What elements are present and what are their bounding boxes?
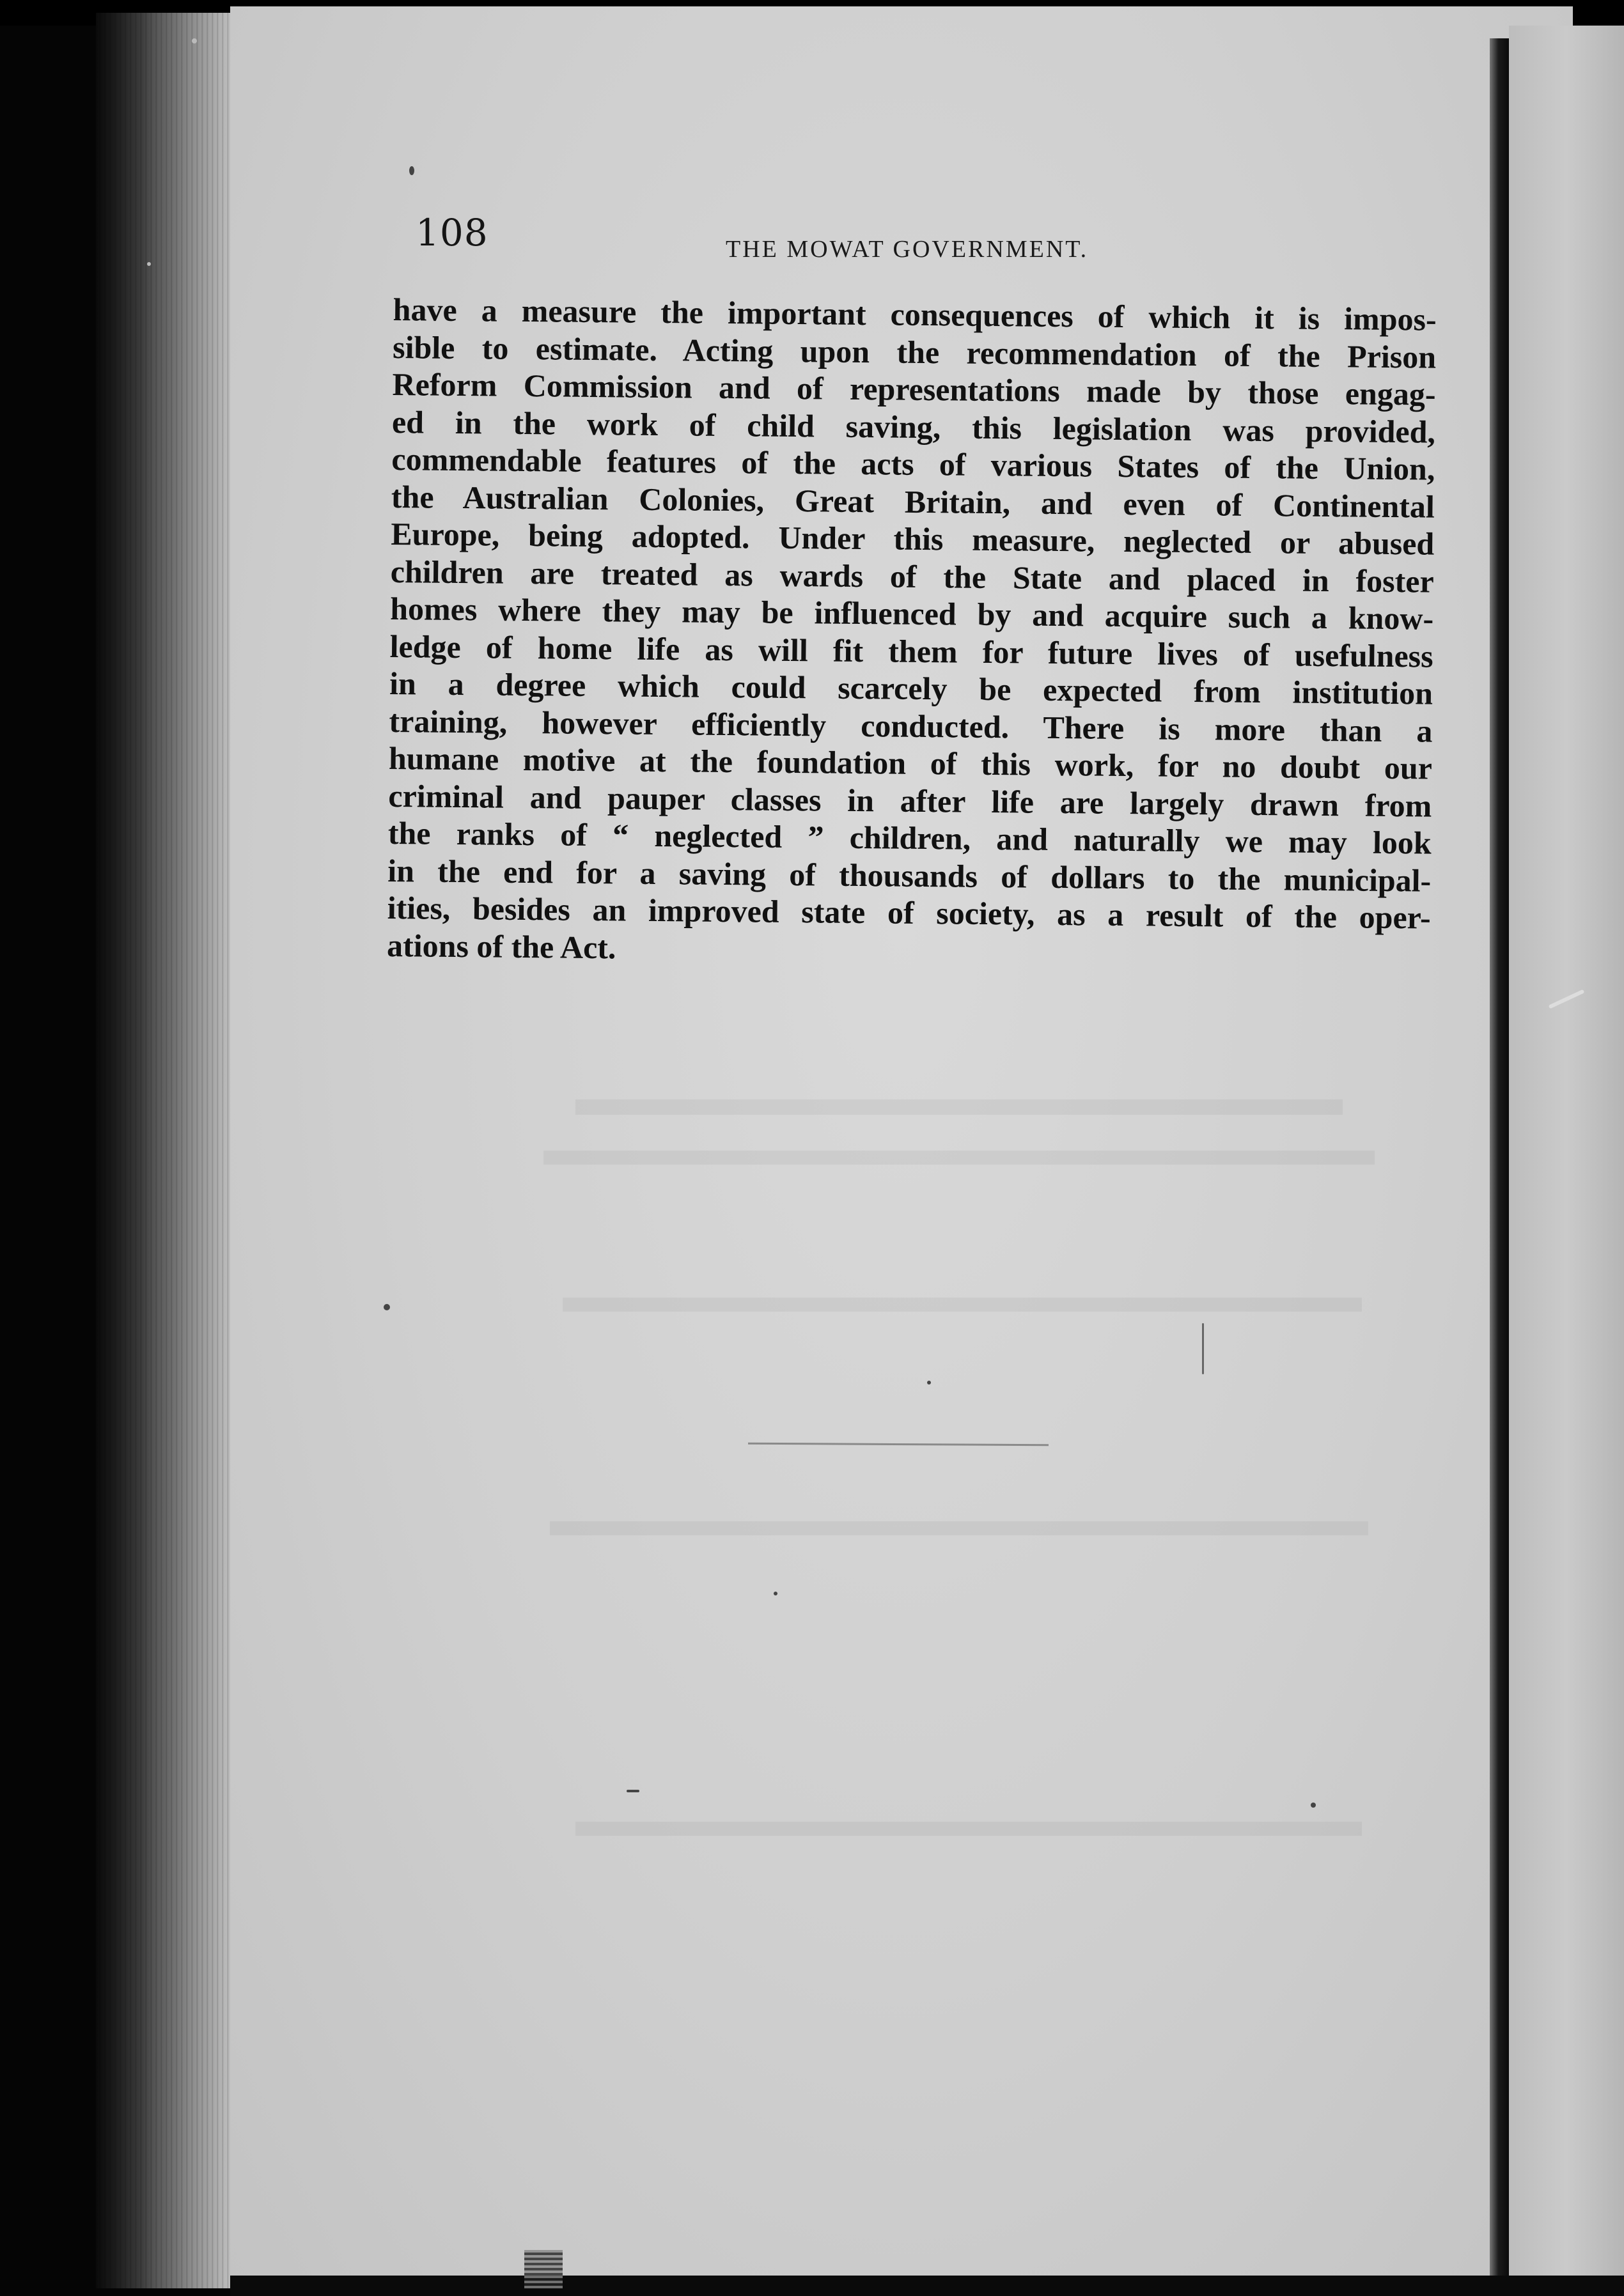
adjacent-page-edge [1509,26,1624,2288]
text-line: ledge of home life as will fit them for future lives of usefulness [389,628,1433,674]
dust-speck [627,1790,639,1792]
text-line: commendable features of the acts of various States of the Union, [391,440,1435,487]
text-line: ations of the Act. [386,927,616,965]
show-through-text [575,1822,1362,1836]
text-line: humane motive at the foundation of this work, for no doubt our [388,740,1433,786]
dust-speck [774,1592,777,1595]
dust-speck [409,166,414,175]
dust-speck [384,1304,390,1310]
film-frame-mark [524,2250,563,2288]
dust-speck [147,262,151,266]
dust-speck [192,38,197,43]
text-line: in a degree which could scarcely be expected from institution [389,665,1433,711]
text-line: Europe, being adopted. Under this measure, neglected or abused [391,515,1435,562]
page-edges-texture [96,13,243,2288]
body-paragraph [387,291,1437,974]
dust-speck [927,1381,931,1385]
running-head: THE MOWAT GOVERNMENT. [726,236,1089,263]
text-line: criminal and pauper classes in after life are largely drawn from [388,777,1432,824]
page-number: 108 [416,211,488,254]
text-line: the Australian Colonies, Great Britain, and even of Continental [391,478,1435,525]
dust-speck [1311,1803,1316,1808]
text-line: homes where they may be influenced by and acquire such a know- [389,590,1434,637]
show-through-text [563,1298,1362,1312]
film-border-bottom [230,2276,1624,2296]
text-line: sible to estimate. Acting upon the recommendation of the Prison [392,329,1437,375]
text-line: have a measure the important consequences of which it is impos- [393,291,1437,337]
show-through-text [550,1521,1368,1535]
text-line: children are treated as wards of the State and placed in foster [390,553,1434,600]
text-line: ities, besides an improved state of society, as a result of the oper- [387,889,1431,936]
page-gutter [1490,38,1509,2282]
text-line: training, however efficiently conducted. There is more than a [389,702,1433,749]
text-line: in the end for a saving of thousands of dollars to the municipal- [387,852,1432,899]
show-through-text [575,1099,1343,1115]
text-line: the ranks of “ neglected ” children, and naturally we may look [387,814,1432,861]
dust-scratch [1202,1323,1204,1374]
text-line: Reform Commission and of representations made by those engag- [392,366,1436,412]
show-through-text [543,1151,1375,1165]
text-line: ed in the work of child saving, this legislation was provided, [391,403,1436,450]
